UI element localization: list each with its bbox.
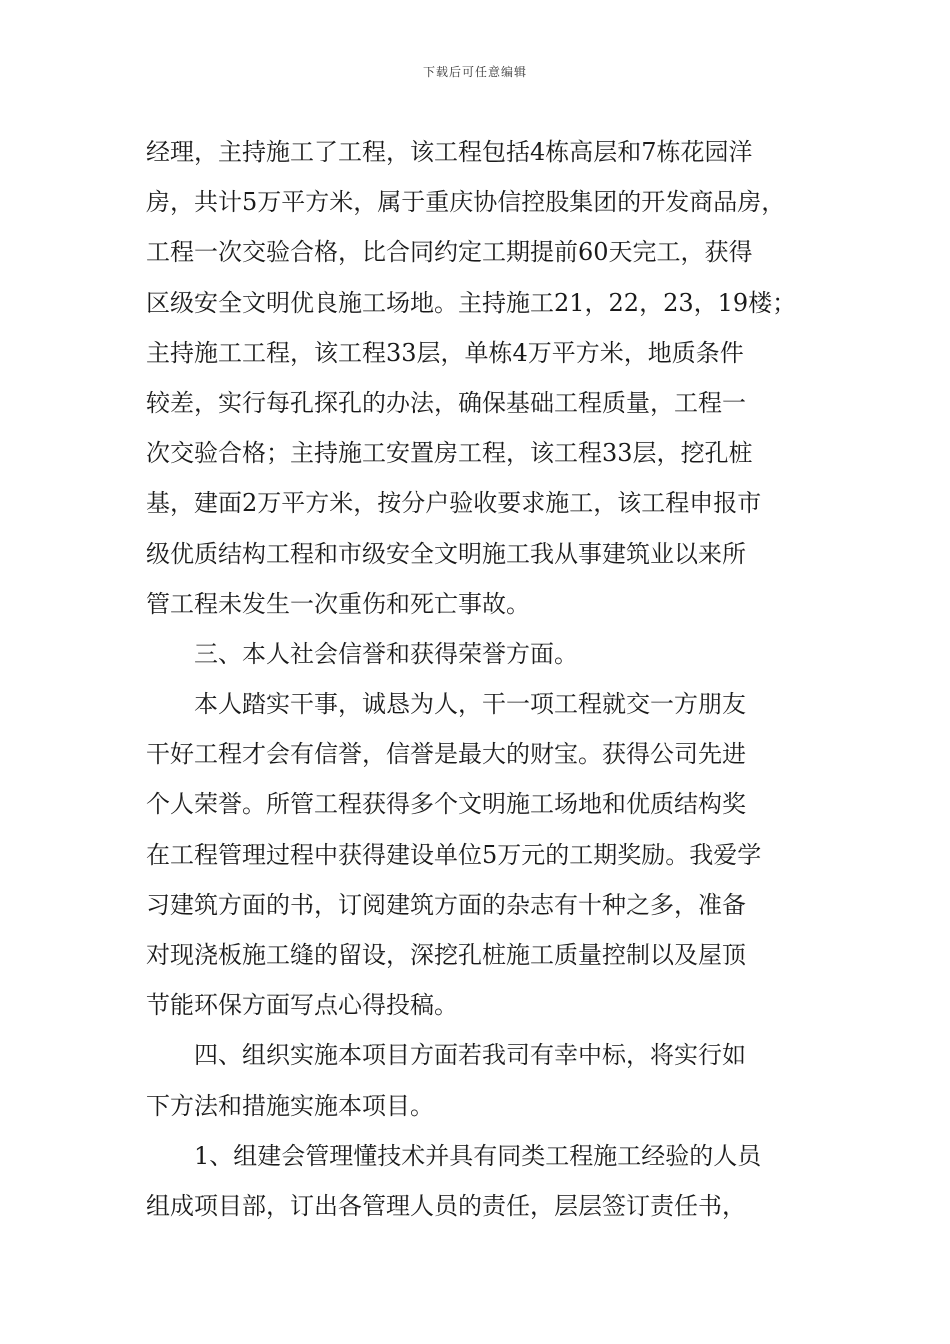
- text-line: 较差，实行每孔探孔的办法，确保基础工程质量，工程一: [146, 388, 746, 417]
- text-line: 工程一次交验合格，比合同约定工期提前60天完工，获得: [146, 238, 753, 267]
- numbered-item: 1、组建会管理懂技术并具有同类工程施工经验的人员: [194, 1141, 762, 1170]
- text-line: 区级安全文明优良施工场地。主持施工21，22，23，19楼；: [146, 288, 797, 317]
- text-line: 主持施工工程，该工程33层，单栋4万平方米，地质条件: [146, 338, 744, 367]
- text-line: 节能环保方面写点心得投稿。: [146, 991, 458, 1020]
- section-heading: 三、本人社会信誉和获得荣誉方面。: [194, 639, 578, 668]
- text-line: 习建筑方面的书，订阅建筑方面的杂志有十种之多，准备: [146, 890, 746, 919]
- text-line: 管工程未发生一次重伤和死亡事故。: [146, 589, 530, 618]
- text-line: 个人荣誉。所管工程获得多个文明施工场地和优质结构奖: [146, 790, 746, 819]
- page-header: 下载后可任意编辑: [422, 65, 527, 79]
- text-line: 级优质结构工程和市级安全文明施工我从事建筑业以来所: [146, 539, 746, 568]
- document-body: [146, 127, 826, 1231]
- paragraph-start: 本人踏实干事，诚恳为人，干一项工程就交一方朋友: [194, 690, 746, 719]
- text-line: 经理，主持施工了工程，该工程包括4栋高层和7栋花园洋: [146, 138, 753, 166]
- text-line: 基，建面2万平方米，按分户验收要求施工，该工程申报市: [146, 489, 762, 518]
- text-line: 对现浇板施工缝的留设，深挖孔桩施工质量控制以及屋顶: [146, 941, 746, 969]
- text-line: 下方法和措施实施本项目。: [146, 1091, 434, 1120]
- text-line: 房，共计5万平方米，属于重庆协信控股集团的开发商品房，: [146, 188, 786, 217]
- section-heading: 四、组织实施本项目方面若我司有幸中标，将实行如: [194, 1041, 746, 1070]
- text-line: 组成项目部，订出各管理人员的责任，层层签订责任书，: [146, 1191, 746, 1220]
- text-line: 干好工程才会有信誉，信誉是最大的财宝。获得公司先进: [146, 740, 746, 769]
- text-line: 在工程管理过程中获得建设单位5万元的工期奖励。我爱学: [146, 840, 762, 869]
- text-line: 次交验合格；主持施工安置房工程，该工程33层，挖孔桩: [146, 439, 753, 468]
